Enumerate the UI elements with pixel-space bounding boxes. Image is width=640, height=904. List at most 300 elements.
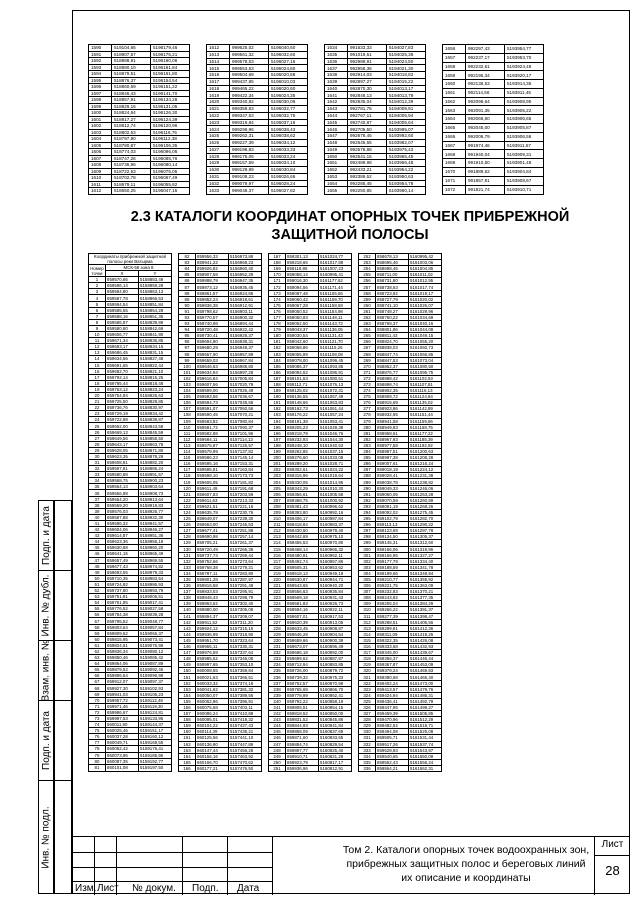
coord-x: 518857,91 <box>112 97 151 104</box>
point-number: 45 <box>89 545 106 551</box>
point-number: 255 <box>359 272 376 278</box>
coord-x: 859447,95 <box>376 704 409 710</box>
coord-y: 5160812,91 <box>319 765 352 771</box>
point-number: 234 <box>269 662 286 668</box>
point-number: 308 <box>359 595 376 601</box>
coord-y: 5161275,45 <box>409 509 442 515</box>
coord-y: 5161057,24 <box>319 412 352 418</box>
coord-x: 859880,00 <box>196 607 229 613</box>
point-number: 309 <box>359 601 376 607</box>
coord-x: 858678,13 <box>376 254 409 260</box>
coord-y: 5161029,96 <box>409 308 442 314</box>
coord-y: 5158878,29 <box>139 453 172 459</box>
coord-x: 859634,94 <box>196 369 229 375</box>
coord-y: 5161034,69 <box>409 314 442 320</box>
coord-y: 5157020,79 <box>229 381 262 387</box>
coord-x: 859559,20 <box>106 502 139 508</box>
point-number: 160 <box>179 729 196 735</box>
coord-y: 5157036,67 <box>229 394 262 400</box>
coord-x: 859833,03 <box>196 589 229 595</box>
coord-y: 5161158,59 <box>319 302 352 308</box>
point-number: 110 <box>179 424 196 430</box>
coord-x: 859028,41 <box>376 473 409 479</box>
point-number: 265 <box>359 333 376 339</box>
coordinate-system: МСК-58 зона 8 <box>106 265 172 271</box>
coord-y: 5159168,55 <box>139 740 172 746</box>
coord-x: 859659,03 <box>196 357 229 363</box>
coord-x: 859646,28 <box>286 631 319 637</box>
point-number: 195 <box>269 424 286 430</box>
point-number: 189 <box>269 388 286 394</box>
coord-x: 858847,74 <box>376 351 409 357</box>
coord-y: 5158815,25 <box>139 374 172 380</box>
coord-y: 5161208,28 <box>409 455 442 461</box>
point-number: 1652 <box>325 167 348 174</box>
coord-x: 518802,53 <box>112 129 151 136</box>
point-number: 330 <box>359 729 376 735</box>
coord-y: 5159096,99 <box>139 673 172 679</box>
coord-x: 992114,56 <box>466 88 505 97</box>
coord-y: 5157181,82 <box>229 479 262 485</box>
col-point-number: Номер точки <box>90 265 104 276</box>
coord-x: 859552,43 <box>376 759 409 765</box>
coord-x: 859586,23 <box>196 455 229 461</box>
point-number: 322 <box>359 680 376 686</box>
coord-x: 859871,60 <box>286 735 319 741</box>
coord-x: 859494,08 <box>376 729 409 735</box>
coord-y: 5161072,31 <box>319 388 352 394</box>
coord-y: 5196126,30 <box>151 110 190 117</box>
coord-x: 859199,66 <box>376 570 409 576</box>
coord-x: 860125,56 <box>196 735 229 741</box>
table-row <box>179 765 262 771</box>
coord-y: 5196067,49 <box>151 175 190 182</box>
point-number: 3 <box>89 289 106 295</box>
coord-y: 5158951,36 <box>139 533 172 539</box>
coord-y: 5196032,60 <box>269 51 308 58</box>
coord-x: 859232,93 <box>286 436 319 442</box>
coord-x: 859805,51 <box>286 704 319 710</box>
point-number: 58 <box>89 624 106 630</box>
table-row <box>207 72 308 79</box>
coord-x: 859809,62 <box>106 630 139 636</box>
table-row <box>207 58 308 65</box>
coord-x: 859965,11 <box>196 644 229 650</box>
coord-y: 5196055,82 <box>151 181 190 188</box>
coord-y: 5193905,22 <box>505 106 544 115</box>
point-number: 99 <box>179 357 196 363</box>
coord-x: 859587,78 <box>106 295 139 301</box>
point-number: 293 <box>359 503 376 509</box>
coord-x: 859556,63 <box>286 589 319 595</box>
point-number: 1667 <box>443 141 466 150</box>
coord-y: 5161086,91 <box>319 369 352 375</box>
coord-y: 5161556,24 <box>409 759 442 765</box>
side-label-text: Инв. № подл. <box>40 805 52 869</box>
coord-y: 5158863,13 <box>139 289 172 295</box>
point-number: 64 <box>89 661 106 667</box>
coord-x: 859740,98 <box>196 321 229 327</box>
point-number: 210 <box>269 516 286 522</box>
coord-x: 859712,94 <box>286 662 319 668</box>
point-number: 28 <box>89 441 106 447</box>
point-number: 81 <box>89 764 106 771</box>
table-row <box>443 132 544 141</box>
point-number: 140 <box>179 607 196 613</box>
point-number: 48 <box>89 563 106 569</box>
coord-y: 5161177,22 <box>409 430 442 436</box>
point-number: 279 <box>359 418 376 424</box>
point-number: 69 <box>89 691 106 697</box>
point-number: 317 <box>359 650 376 656</box>
point-number: 53 <box>89 594 106 600</box>
point-number: 13 <box>89 350 106 356</box>
point-number: 109 <box>179 418 196 424</box>
point-number: 120 <box>179 485 196 491</box>
coord-y: 5157266,39 <box>229 546 262 552</box>
point-number: 333 <box>359 747 376 753</box>
coord-x: 860073,96 <box>106 752 139 758</box>
coord-x: 859936,99 <box>196 631 229 637</box>
coord-x: 859795,52 <box>106 618 139 624</box>
coord-y: 5158871,80 <box>139 447 172 453</box>
coord-y: 5161363,09 <box>409 583 442 589</box>
coord-x: 518702,78 <box>112 175 151 182</box>
coord-y: 5158841,90 <box>139 332 172 338</box>
coord-y: 5158946,27 <box>139 527 172 533</box>
coord-x: 859482,52 <box>376 723 409 729</box>
coord-x: 859641,15 <box>106 551 139 557</box>
coord-y: 5196030,84 <box>269 167 308 174</box>
coord-y: 5157230,76 <box>229 509 262 515</box>
point-number: 176 <box>269 308 286 314</box>
coord-y: 5158818,48 <box>139 380 172 386</box>
table-row <box>325 133 426 140</box>
coord-x: 859322,35 <box>376 637 409 643</box>
coord-y: 5158919,83 <box>139 502 172 508</box>
point-number: 121 <box>179 491 196 497</box>
coord-y: 5161537,74 <box>409 741 442 747</box>
point-number: 247 <box>269 741 286 747</box>
coord-x: 992870,30 <box>348 85 387 92</box>
point-number: 332 <box>359 741 376 747</box>
sheet-box <box>594 837 630 895</box>
point-number: 1670 <box>443 167 466 176</box>
coordinate-table <box>88 44 190 195</box>
coord-y: 5157283,80 <box>229 570 262 576</box>
coord-y: 5161398,47 <box>409 613 442 619</box>
coord-x: 859861,57 <box>196 290 229 296</box>
point-number: 1622 <box>207 112 230 119</box>
coord-y: 5157366,51 <box>229 674 262 680</box>
coord-x: 858876,77 <box>376 369 409 375</box>
coord-y: 5158941,57 <box>139 520 172 526</box>
point-number: 1647 <box>325 133 348 140</box>
coord-y: 5157435,21 <box>229 729 262 735</box>
coord-x: 859166,95 <box>376 552 409 558</box>
point-number: 192 <box>269 406 286 412</box>
table-caption: Координаты прибрежной защитной полосы реки Ватырма <box>89 254 172 265</box>
coord-x: 860136,90 <box>196 741 229 747</box>
coord-x: 992578,88 <box>348 146 387 153</box>
coord-x: 859754,94 <box>106 392 139 398</box>
point-number: 5 <box>89 301 106 307</box>
point-number: 228 <box>269 625 286 631</box>
coord-x: 992781,76 <box>348 106 387 113</box>
point-number: 80 <box>89 758 106 764</box>
point-number: 144 <box>179 631 196 637</box>
coord-y: 5160922,11 <box>319 607 352 613</box>
point-number: 219 <box>269 570 286 576</box>
coord-y: 5157126,57 <box>229 442 262 448</box>
point-number: 61 <box>89 642 106 648</box>
coord-x: 518817,27 <box>112 116 151 123</box>
point-number: 233 <box>269 656 286 662</box>
point-number: 226 <box>269 613 286 619</box>
table-row <box>443 53 544 62</box>
coord-x: 859580,80 <box>106 325 139 331</box>
coord-y: 5196075,05 <box>151 168 190 175</box>
table-row <box>443 176 544 185</box>
coord-x: 859102,79 <box>376 516 409 522</box>
point-number: 242 <box>269 711 286 717</box>
point-number: 165 <box>179 759 196 765</box>
coord-y: 5160944,71 <box>319 576 352 582</box>
coord-x: 859623,36 <box>106 539 139 545</box>
side-stamp-fields <box>54 500 72 894</box>
coord-y: 5158974,82 <box>139 563 172 569</box>
coord-y: 5161531,44 <box>409 735 442 741</box>
coord-x: 859924,12 <box>196 625 229 631</box>
table-row <box>325 112 426 119</box>
coord-y: 5157137,82 <box>229 449 262 455</box>
coord-y: 5160862,41 <box>319 692 352 698</box>
coord-y: 5157305,08 <box>229 607 262 613</box>
point-number: 71 <box>89 703 106 709</box>
coord-y: 5159076,98 <box>139 642 172 648</box>
coord-x: 859607,01 <box>286 613 319 619</box>
coord-x: 859176,22 <box>286 412 319 418</box>
coord-y: 5193906,56 <box>505 132 544 141</box>
coord-x: 999578,53 <box>230 58 269 65</box>
coord-x: 860147,44 <box>196 747 229 753</box>
coord-y: 5157441,10 <box>229 735 262 741</box>
sheet-number: 28 <box>605 863 620 878</box>
tb-label-doc: № докум. <box>132 883 176 894</box>
table-row <box>443 71 544 80</box>
coord-x: 859243,82 <box>376 595 409 601</box>
point-number: 1654 <box>325 180 348 187</box>
point-number: 312 <box>359 619 376 625</box>
coord-x: 859787,11 <box>196 570 229 576</box>
coord-y: 5160841,84 <box>319 723 352 729</box>
point-number: 84 <box>179 266 196 272</box>
point-number: 182 <box>269 345 286 351</box>
coord-y: 5159185,96 <box>139 752 172 758</box>
coord-x: 859540,65 <box>376 753 409 759</box>
coord-y: 5156935,45 <box>229 284 262 290</box>
point-number: 102 <box>179 375 196 381</box>
coord-y: 5157318,90 <box>229 631 262 637</box>
coord-x: 859058,86 <box>286 345 319 351</box>
table-row <box>443 167 544 176</box>
point-number: 31 <box>89 460 106 466</box>
coord-x: 859739,32 <box>286 674 319 680</box>
point-number: 1653 <box>325 173 348 180</box>
coord-y: 5158993,79 <box>139 587 172 593</box>
point-number: 65 <box>89 667 106 673</box>
coord-x: 859623,35 <box>106 453 139 459</box>
point-number: 73 <box>89 715 106 721</box>
coord-y: 5194021,30 <box>387 65 426 72</box>
coord-y: 5161525,08 <box>409 729 442 735</box>
point-number: 88 <box>179 290 196 296</box>
coord-x: 859778,99 <box>286 692 319 698</box>
coord-y: 5157315,15 <box>229 625 262 631</box>
coord-y: 5193908,95 <box>505 97 544 106</box>
coord-x: 859873,12 <box>196 284 229 290</box>
coord-x: 859606,05 <box>196 479 229 485</box>
coord-y: 5158960,20 <box>139 545 172 551</box>
coord-y: 5160996,62 <box>319 503 352 509</box>
point-number: 290 <box>359 485 376 491</box>
coord-y: 5160883,85 <box>319 662 352 668</box>
coord-y: 5158886,24 <box>139 466 172 472</box>
coord-y: 5159102,93 <box>139 685 172 691</box>
coord-x: 860050,07 <box>196 692 229 698</box>
point-number: 1621 <box>207 106 230 113</box>
coord-x: 859316,96 <box>286 473 319 479</box>
coord-x: 859986,67 <box>106 709 139 715</box>
coord-x: 999296,96 <box>230 126 269 133</box>
coord-x: 859710,35 <box>106 575 139 581</box>
coord-x: 859436,41 <box>376 698 409 704</box>
coord-y: 5160917,53 <box>319 613 352 619</box>
coord-y: 5157396,91 <box>229 698 262 704</box>
coord-y: 5193901,48 <box>505 159 544 168</box>
coord-y: 5193982,07 <box>387 139 426 146</box>
table-row <box>207 180 308 187</box>
point-number: 251 <box>269 765 286 771</box>
coord-x: 859635,78 <box>196 509 229 515</box>
coord-y: 5161000,92 <box>319 497 352 503</box>
point-number: 1648 <box>325 139 348 146</box>
coord-y: 5156912,91 <box>229 302 262 308</box>
coord-x: 859699,62 <box>286 656 319 662</box>
coord-x: 999340,82 <box>230 99 269 106</box>
coord-y: 5194012,39 <box>387 99 426 106</box>
coord-y: 5196024,35 <box>269 92 308 99</box>
coord-x: 859125,02 <box>286 388 319 394</box>
coord-y: 5157145,14 <box>229 455 262 461</box>
coord-x: 859722,98 <box>106 417 139 423</box>
point-number: 136 <box>179 583 196 589</box>
point-number: 1627 <box>207 146 230 153</box>
coord-y: 5157470,62 <box>229 759 262 765</box>
point-number: 321 <box>359 674 376 680</box>
point-number: 1634 <box>325 45 348 52</box>
point-number: 236 <box>269 674 286 680</box>
coord-x: 859078,00 <box>286 357 319 363</box>
point-number: 178 <box>269 321 286 327</box>
coord-x: 859007,61 <box>376 461 409 467</box>
coord-x: 859123,69 <box>376 528 409 534</box>
table-row <box>207 146 308 153</box>
coord-y: 5196106,35 <box>151 142 190 149</box>
point-number: 1601 <box>89 116 112 123</box>
point-number: 287 <box>359 467 376 473</box>
coord-x: 859579,99 <box>196 449 229 455</box>
coord-x: 858723,92 <box>376 290 409 296</box>
coord-y: 5156947,35 <box>229 278 262 284</box>
coord-x: 859311,09 <box>376 631 409 637</box>
point-number: 7 <box>89 313 106 319</box>
coord-x: 859221,75 <box>376 583 409 589</box>
point-number: 62 <box>89 648 106 654</box>
coord-x: 859737,80 <box>106 587 139 593</box>
point-number: 278 <box>359 412 376 418</box>
point-number: 262 <box>359 314 376 320</box>
coord-y: 5161334,40 <box>409 558 442 564</box>
coord-y: 5194013,78 <box>387 92 426 99</box>
table-row <box>207 167 308 174</box>
coord-x: 859595,81 <box>196 467 229 473</box>
table-row <box>359 765 442 771</box>
coord-x: 859686,45 <box>106 350 139 356</box>
point-number: 37 <box>89 496 106 502</box>
coord-x: 518722,53 <box>112 168 151 175</box>
coord-y: 5160962,11 <box>319 552 352 558</box>
coord-x: 999262,31 <box>230 133 269 140</box>
point-number: 205 <box>269 485 286 491</box>
coord-y: 5158913,64 <box>139 496 172 502</box>
coord-x: 860025,46 <box>106 728 139 734</box>
table-row <box>325 126 426 133</box>
point-number: 63 <box>89 655 106 661</box>
point-number: 38 <box>89 502 106 508</box>
point-number: 151 <box>179 674 196 680</box>
coord-y: 5158979,33 <box>139 569 172 575</box>
point-number: 222 <box>269 589 286 595</box>
coord-x: 858908,72 <box>376 394 409 400</box>
coord-y: 5160904,54 <box>319 631 352 637</box>
coord-x: 991633,33 <box>348 45 387 52</box>
point-number: 311 <box>359 613 376 619</box>
point-number: 20 <box>89 392 106 398</box>
coord-x: 859050,52 <box>286 308 319 314</box>
coord-y: 5158823,24 <box>139 386 172 392</box>
coord-x: 859459,39 <box>376 711 409 717</box>
coord-y: 5156957,89 <box>229 351 262 357</box>
coord-y: 5194018,82 <box>387 72 426 79</box>
point-number: 213 <box>269 534 286 540</box>
coord-y: 5161093,85 <box>319 363 352 369</box>
coord-x: 859616,84 <box>196 375 229 381</box>
coord-y: 5156922,42 <box>229 327 262 333</box>
coord-y: 5161017,88 <box>319 260 352 266</box>
table-row <box>269 765 352 771</box>
point-number: 60 <box>89 636 106 642</box>
point-number: 238 <box>269 686 286 692</box>
point-number: 122 <box>179 497 196 503</box>
coord-y: 5158845,59 <box>139 429 172 435</box>
point-number: 1591 <box>89 51 112 58</box>
point-number: 90 <box>179 302 196 308</box>
coord-x: 518846,43 <box>112 90 151 97</box>
coord-y: 5156928,37 <box>229 333 262 339</box>
coord-y: 5161260,89 <box>409 497 442 503</box>
point-number: 150 <box>179 668 196 674</box>
